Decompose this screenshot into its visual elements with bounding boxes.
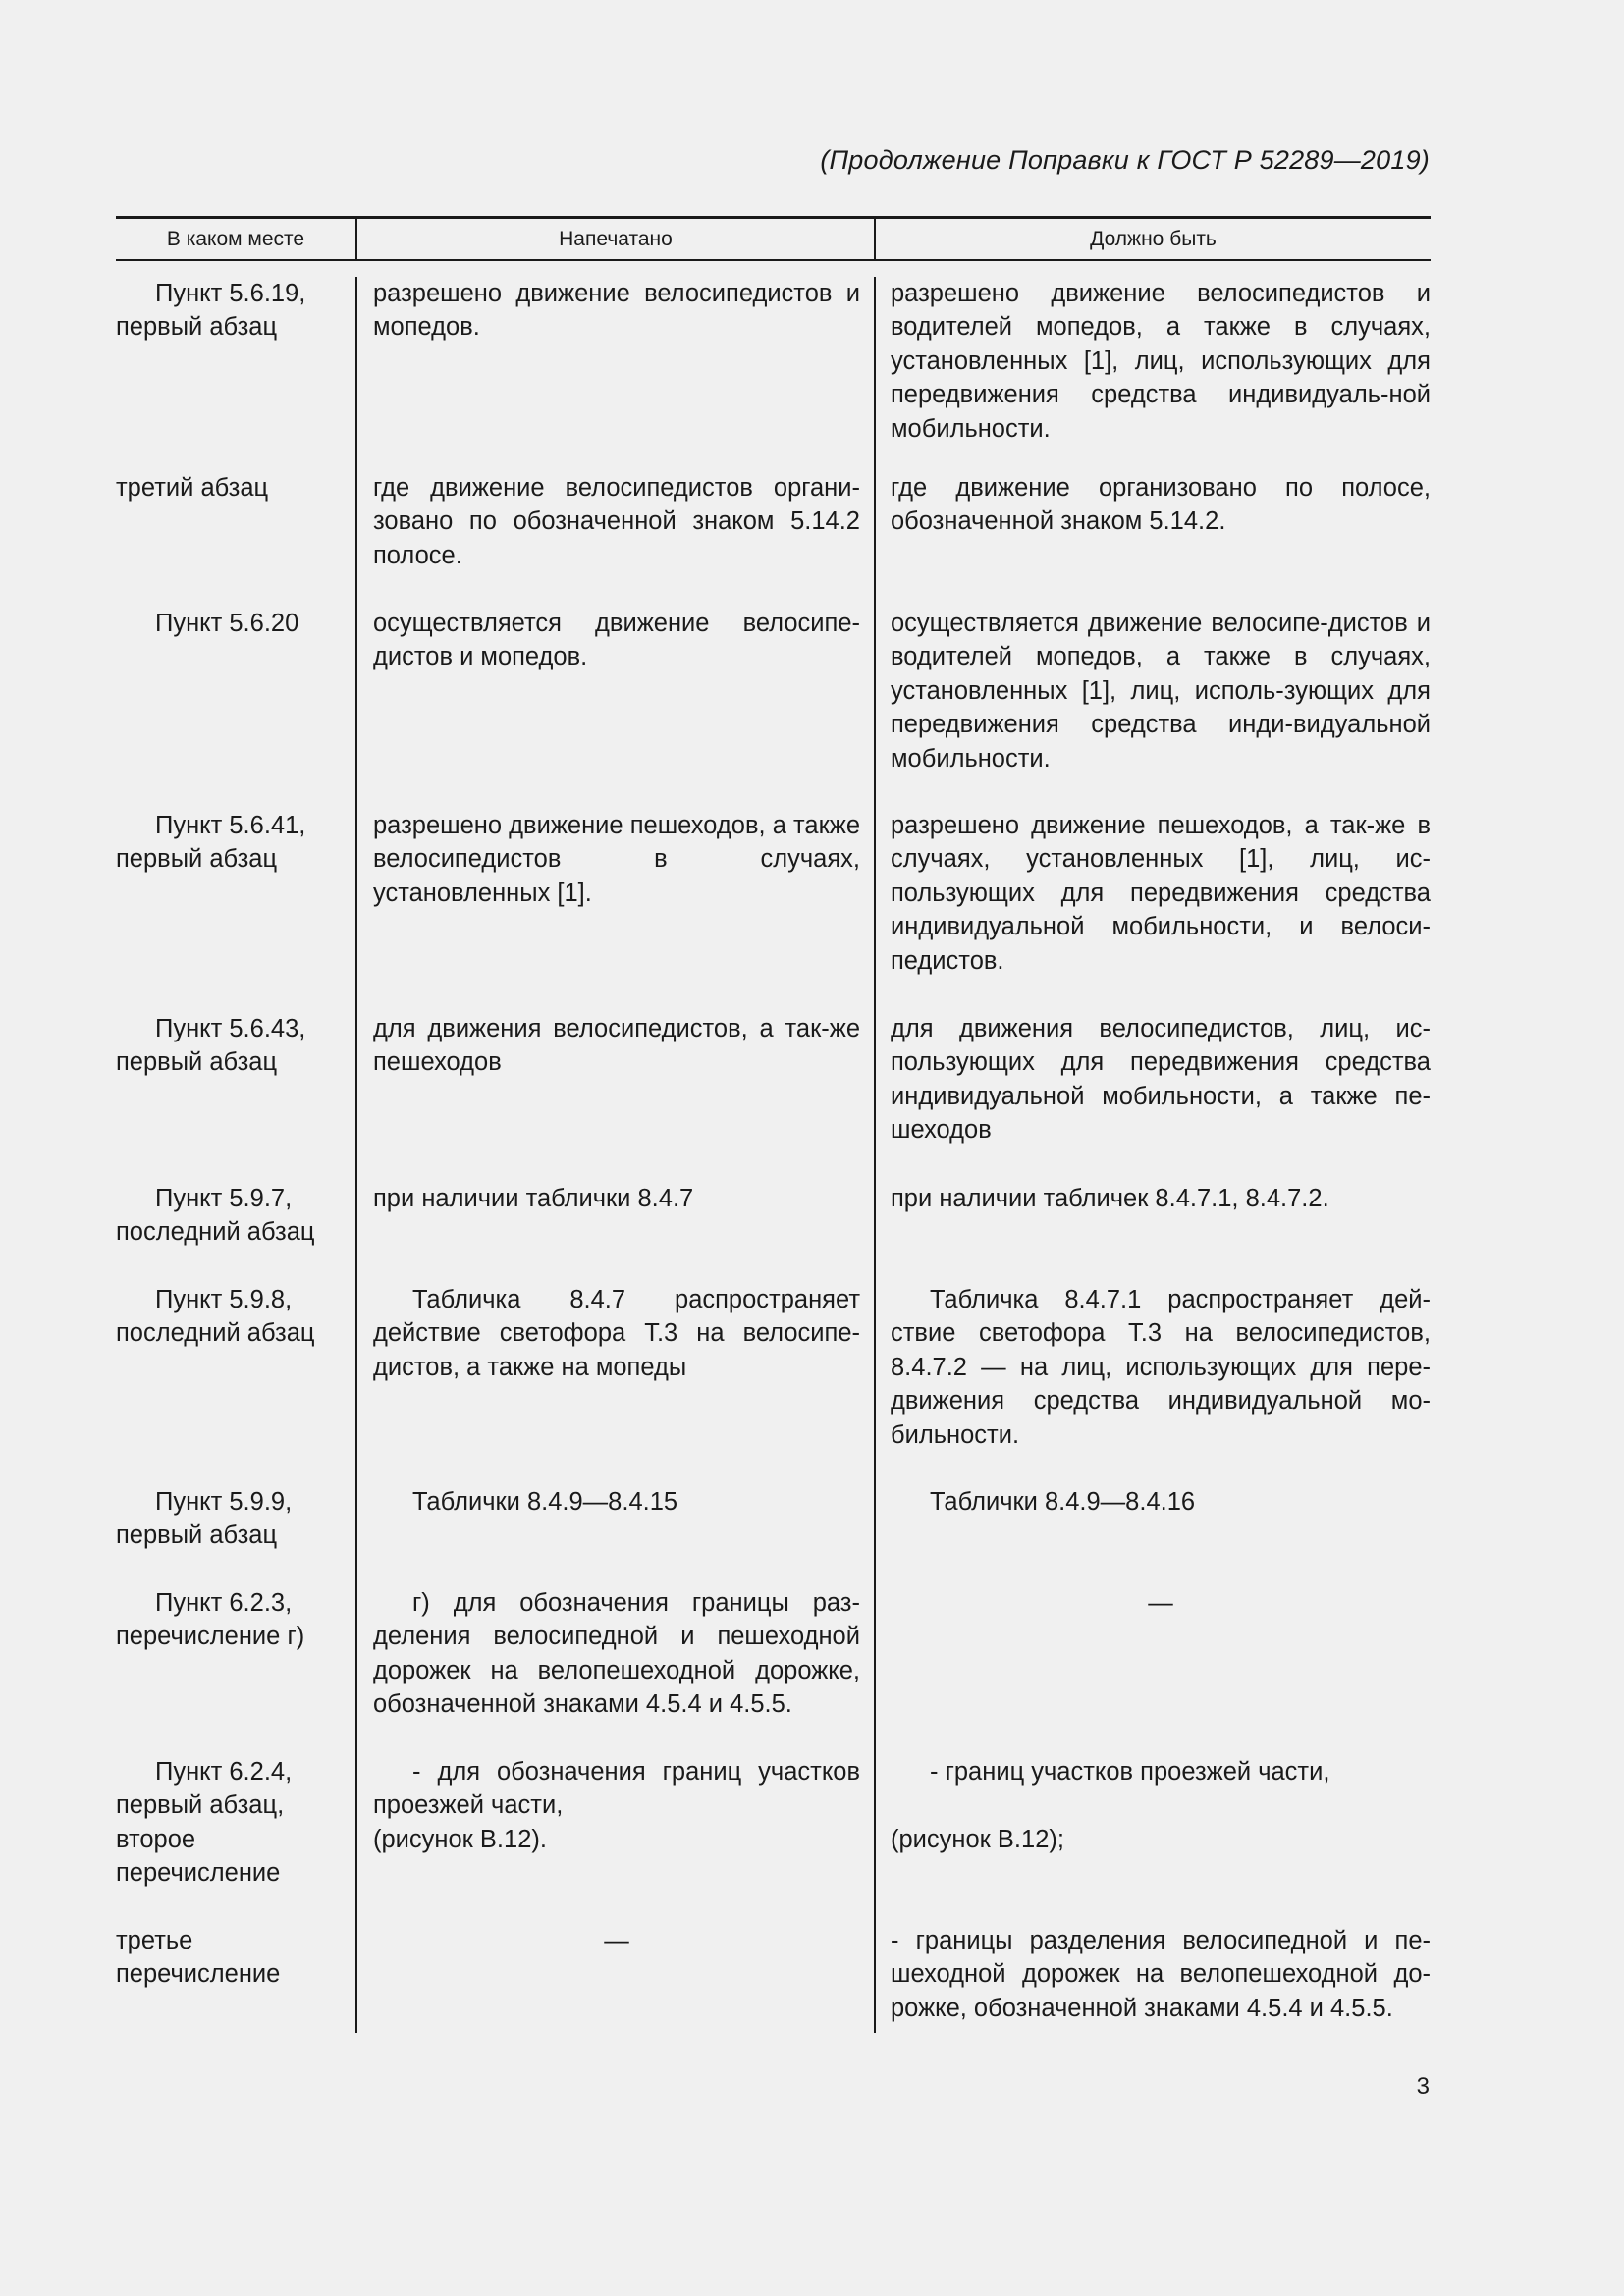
page-number: 3 [1416,2073,1430,2100]
table-row [116,1485,1431,1586]
should-be-cell: осуществляется движение велосипе-дистов и водителей мопедов, а также в случаях, установленных [1], лиц, исполь-зующих для передвижения средства инди-видуальной мобильности. [874,607,1431,809]
table-row [116,607,1431,809]
continuation-note: (Продолжение Поправки к ГОСТ Р 52289—2019) [820,145,1430,175]
should-be-cell: - границы разделения велосипедной и пе-шеходной дорожек на велопешеходной до-рожке, обозначенной знаками 4.5.4 и 4.5.5. [874,1924,1431,2033]
table-body [116,261,1431,2033]
location-cell [116,471,355,607]
location-line: последний абзац [116,1218,315,1247]
printed-cell: для движения велосипедистов, а так-же пешеходов [355,1012,874,1182]
table-row [116,261,1431,471]
location-line: перечисление г) [116,1623,305,1651]
location-line: перечисление [116,1960,281,1989]
table-row [116,1755,1431,1924]
printed-cell: осуществляется движение велосипе-дистов и мопедов. [355,607,874,809]
location-line: третье [116,1927,193,1954]
table-row [116,809,1431,1012]
printed-cell: разрешено движение велосипедистов и мопедов. [355,277,874,471]
printed-cell: при наличии таблички 8.4.7 [355,1182,874,1283]
location-line: первый абзац, [116,1791,285,1820]
location-cell [116,1283,355,1485]
location-cell [116,1755,355,1924]
location-cell [116,607,355,809]
location-cell [116,1485,355,1586]
table-header [116,216,1431,261]
printed-cell: Таблички 8.4.9—8.4.15 [355,1485,874,1586]
table-row [116,1182,1431,1283]
should-be-cell: где движение организовано по полосе, обозначенной знаком 5.14.2. [874,471,1431,607]
header-printed: Напечатано [355,219,874,259]
location-cell [116,1182,355,1283]
should-be-cell: Табличка 8.4.7.1 распространяет дей-ствие светофора Т.3 на велосипедистов, 8.4.7.2 — на лиц, использующих для пере-движения средства индивидуальной мо-бильности. [874,1283,1431,1485]
location-line: Пункт 5.9.8, [155,1286,293,1313]
location-line: Пункт 5.6.43, [155,1015,306,1042]
table-row [116,1586,1431,1755]
location-line: перечисление [116,1859,281,1888]
corrections-table [116,216,1431,2033]
should-be-line: (рисунок В.12); [891,1825,1064,1853]
printed-cell: где движение велосипедистов органи-зовано по обозначенной знаком 5.14.2 полосе. [355,471,874,607]
location-line: первый абзац [116,313,278,342]
printed-cell: — [355,1924,874,2033]
should-be-cell: при наличии табличек 8.4.7.1, 8.4.7.2. [874,1182,1431,1283]
printed-cell: Табличка 8.4.7 распространяет действие светофора Т.3 на велосипе-дистов, а также на мопеды [355,1283,874,1485]
location-cell [116,1924,355,2033]
should-be-cell: разрешено движение пешеходов, а так-же в случаях, установленных [1], лиц, ис-пользующих для передвижения средства индивидуальной мобильности, и велоси-педистов. [874,809,1431,1012]
location-cell [116,1586,355,1755]
location-line: Пункт 6.2.4, [155,1758,293,1786]
location-cell [116,809,355,1012]
printed-cell: разрешено движение пешеходов, а также велосипедистов в случаях, установленных [1]. [355,809,874,1012]
location-line: первый абзац [116,1048,278,1077]
should-be-line [891,1789,1431,1822]
location-line: Пункт 5.6.19, [155,280,306,307]
location-line: Пункт 5.9.7, [155,1185,293,1212]
location-line: третий абзац [116,474,269,502]
printed-cell [355,1755,874,1924]
table-row [116,471,1431,607]
location-line: второе [116,1825,196,1853]
should-be-cell: Таблички 8.4.9—8.4.16 [874,1485,1431,1586]
location-line: Пункт 5.6.41, [155,812,306,839]
table-row [116,1924,1431,2033]
table-row [116,1012,1431,1182]
table-row [116,1283,1431,1485]
location-line: первый абзац [116,845,278,874]
should-be-cell: для движения велосипедистов, лиц, ис-пользующих для передвижения средства индивидуальной мобильности, а также пе-шеходов [874,1012,1431,1182]
location-line: Пункт 5.9.9, [155,1488,293,1516]
location-cell [116,1012,355,1182]
location-line: первый абзац [116,1522,278,1550]
printed-line: (рисунок В.12). [373,1825,547,1853]
printed-line: - для обозначения границ участков проезжей части, [373,1758,860,1820]
printed-cell: г) для обозначения границы раз-деления велосипедной и пешеходной дорожек на велопешеходной дорожке, обозначенной знаками 4.5.4 и 4.5.5. [355,1586,874,1755]
location-line: Пункт 6.2.3, [155,1589,293,1617]
location-line: Пункт 5.6.20 [155,610,299,637]
should-be-line: - границ участков проезжей части, [930,1758,1330,1786]
should-be-cell [874,1755,1431,1924]
should-be-cell: разрешено движение велосипедистов и водителей мопедов, а также в случаях, установленных [1], лиц, использующих для передвижения средства индивидуаль-ной мобильности. [874,277,1431,471]
header-location: В каком месте [166,227,305,250]
header-should-be: Должно быть [874,219,1431,259]
location-cell [116,277,355,471]
location-line: последний абзац [116,1319,315,1348]
should-be-cell: — [874,1586,1431,1755]
